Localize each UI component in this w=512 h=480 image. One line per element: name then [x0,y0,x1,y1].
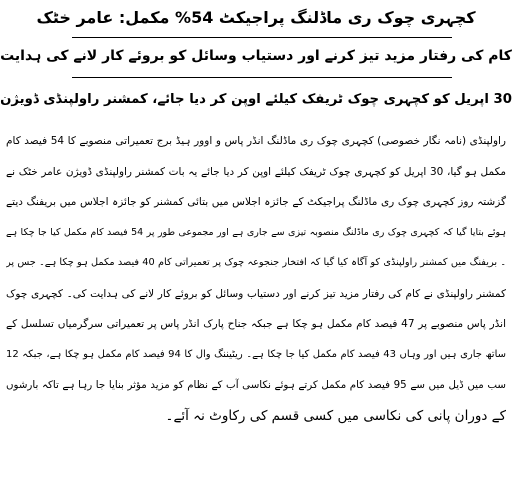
body-line-4: ہوئے بتایا گیا کہ کچہری چوک ری ماڈلنگ منصوبہ تیزی سے جاری ہے اور مجموعی طور پر 54 فیصد کام مکمل کیا جا چکا ہے [6,226,506,238]
body-line-6: کمشنر راولپنڈی نے کام کی رفتار مزید تیز کرنے اور دستیاب وسائل کو بروئے کار لانے کی ہدایت کی۔ کچہری چوک [6,287,506,300]
headline-3: 30 اپریل کو کچہری چوک ٹریفک کیلئے اوپن کر دیا جائے، کمشنر راولپنڈی ڈویژن [0,92,512,107]
headline-divider-2 [72,77,452,78]
body-line-7: انڈر پاس منصوبے پر 47 فیصد کام مکمل ہو چکا ہے جبکہ جناح پارک انڈر پاس پر تعمیراتی سرگرمیاں تسلسل کے [6,318,506,330]
body-line-9: سب میں ڈیل میں سے 95 فیصد کام مکمل کرتے ہوئے نکاسی آب کے نظام کو مزید مؤثر بنایا جا رہا ہے تاکہ بارشوں [6,379,506,391]
headline-2: کام کی رفتار مزید تیز کرنے اور دستیاب وسائل کو بروئے کار لانے کی ہدایت [0,48,512,64]
body-line-2: مکمل ہو گیا، 30 اپریل کو کچہری چوک ٹریفک کیلئے اوپن کر دیا جائے یہ بات کمشنر راولپنڈی ڈویژن عامر خٹک نے [6,165,506,178]
headline-divider-1 [72,37,452,38]
body-line-1: راولپنڈی (نامہ نگار خصوصی) کچہری چوک ری ماڈلنگ انڈر پاس و اوور ہیڈ برج تعمیراتی منصوبے کا 54 فیصد کام [6,135,506,147]
body-line-5: ۔ بریفنگ میں کمشنر راولپنڈی کو آگاہ کیا گیا کہ افتخار جنجوعہ چوک پر تعمیراتی کام 40 فیصد مکمل ہو چکا ہے۔ جس پر [6,257,506,268]
headline-1: کچہری چوک ری ماڈلنگ پراجیکٹ 54% مکمل: عامر خٹک [36,8,476,27]
article-body [6,126,506,431]
body-line-3: گزشتہ روز کچہری چوک ری ماڈلنگ پراجیکٹ کے جائزہ اجلاس میں بتائی کمشنر کو جائزہ اجلاس میں بریفنگ دیتے [6,196,506,208]
body-line-8: ساتھ جاری ہیں اور وہاں 43 فیصد کام مکمل کیا جا چکا ہے۔ ریٹیننگ وال کا 94 فیصد کام مکمل ہو چکا ہے، جبکہ 12 [6,348,506,360]
body-line-10: کے دوران پانی کی نکاسی میں کسی قسم کی رکاوٹ نہ آئے۔ [165,407,506,424]
